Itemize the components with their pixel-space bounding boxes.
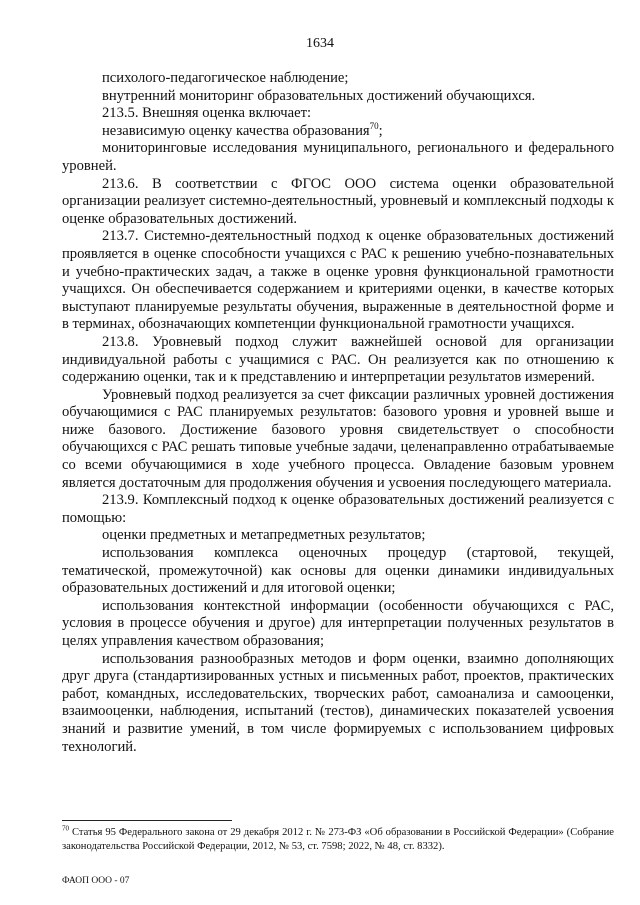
paragraph: 213.6. В соответствии с ФГОС ООО система оценки образовательной организации реализует системно-деятельностный, уровневый и комплексный подходы к оценке образовательных достижений. <box>62 175 614 227</box>
paragraph-with-footnote <box>62 120 614 141</box>
paragraph: 213.9. Комплексный подход к оценке образовательных достижений реализуется с помощью: <box>62 492 614 526</box>
paragraph: 213.5. Внешняя оценка включает: <box>102 105 312 122</box>
footnote-reference: 70 <box>369 120 379 131</box>
paragraph: использования комплекса оценочных процедур (стартовой, текущей, тематической, промежуточной) как основы для оценки динамики индивидуальных образовательных достижений и для итоговой оценки; <box>62 545 614 597</box>
paragraph: использования разнообразных методов и форм оценки, взаимно дополняющих друг друга (стандартизированных устных и письменных работ, проектов, практических работ, командных, исследовательских, творческих работ, самоанализа и самооценки, взаимооценки, наблюдения, испытаний (тестов), динамических показателей усвоения знаний и развитие умений, в том числе формируемых с использованием цифровых технологий. <box>62 650 614 755</box>
paragraph-text: независимую оценку качества образования <box>102 122 370 139</box>
paragraph: 213.7. Системно-деятельностный подход к оценке образовательных достижений проявляется в оценке способности учащихся с РАС к решению учебно-познавательных и учебно-практических задач, а также в оценке уровня функциональной грамотности учащихся. Он обеспечивается содержанием и критериями оценки, в качестве которых выступают планируемые результаты обучения, выраженные в деятельностной форме и в терминах, обозначающих компетенции функциональной грамотности учащихся. <box>62 228 614 333</box>
paragraph: оценки предметных и метапредметных результатов; <box>102 527 426 544</box>
footnote <box>62 826 614 853</box>
page-number: 1634 <box>306 36 334 51</box>
paragraph: 213.8. Уровневый подход служит важнейшей основой для организации индивидуальной работы с учащимися с РАС. Он реализуется как по отношению к содержанию оценки, так и к представлению и интерпретации результатов измерений. <box>62 333 614 386</box>
paragraph: внутренний мониторинг образовательных достижений обучающихся. <box>102 87 536 104</box>
paragraph: Уровневый подход реализуется за счет фиксации различных уровней достижения обучающимися с РАС планируемых результатов: базового уровня и уровней выше и ниже базового. Достижение базового уровня свидетельствует о способности обучающихся с РАС решать типовые учебные задачи, целенаправленно отрабатываемые со всеми обучающимися в ходе учебного процесса. Овладение базовым уровнем является достаточным для продолжения обучения и усвоения последующего материала. <box>62 386 614 491</box>
paragraph-end: ; <box>378 122 383 139</box>
paragraph: психолого-педагогическое наблюдение; <box>102 70 349 86</box>
document-code: ФАОП ООО - 07 <box>62 876 130 886</box>
paragraph: мониторинговые исследования муниципального, регионального и федерального уровней. <box>62 140 614 174</box>
footnote-divider <box>62 820 232 821</box>
footnote-marker: 70 <box>62 824 69 833</box>
paragraph: использования контекстной информации (особенности обучающихся с РАС, условия в процессе обучения и другое) для интерпретации полученных результатов в целях управления качеством образования; <box>62 597 614 649</box>
footnote-text: Статья 95 Федерального закона от 29 декабря 2012 г. № 273-ФЗ «Об образовании в Российской Федерации» (Собрание законодательства Российской Федерации, 2012, № 53, ст. 7598; 2022, № 48, ст. 8332). <box>62 827 614 852</box>
body-text <box>62 70 614 756</box>
